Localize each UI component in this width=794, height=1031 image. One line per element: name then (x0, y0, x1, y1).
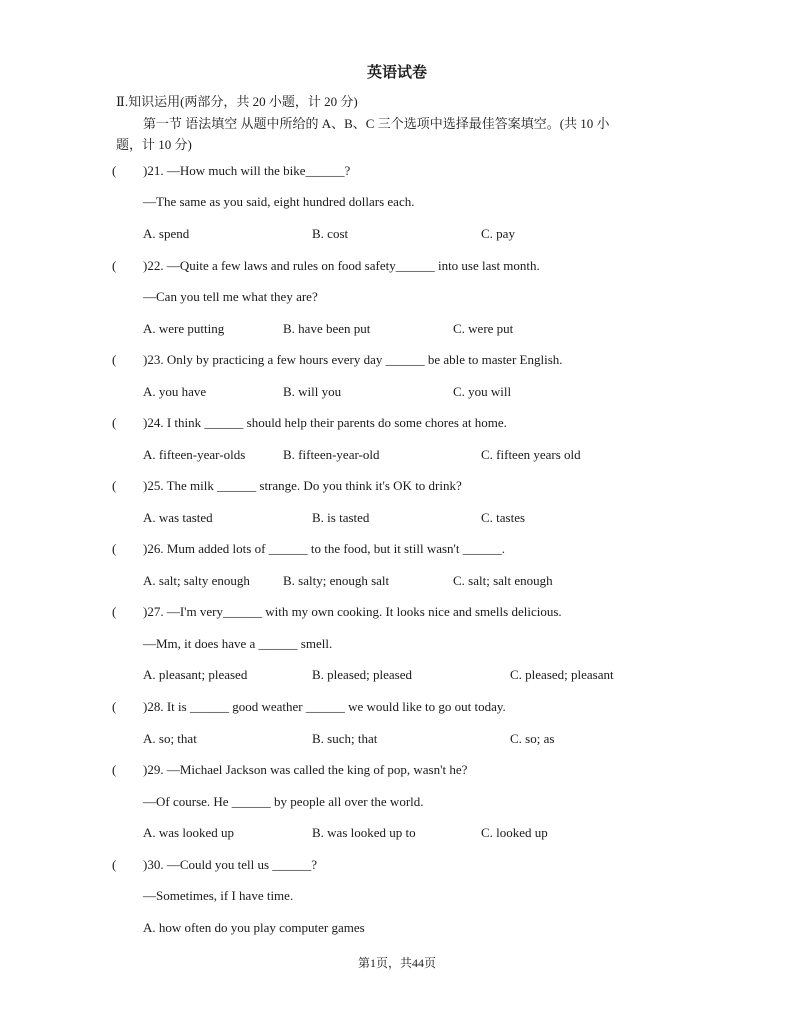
question-26-option-a: A. salt; salty enough (143, 573, 250, 588)
part-instruction-line1: 第一节 语法填空 从题中所给的 A、B、C 三个选项中选择最佳答案填空。(共 10 小 (143, 116, 610, 131)
question-29-reply: —Of course. He ______ by people all over the world. (143, 794, 424, 809)
answer-bracket: ( (112, 604, 117, 619)
question-25-option-c: C. tastes (481, 510, 526, 525)
question-26-stem: )26. Mum added lots of ______ to the food, but it still wasn't ______. (143, 541, 505, 556)
question-25-option-a: A. was tasted (143, 510, 213, 525)
answer-bracket: ( (112, 478, 117, 493)
question-22-option-b: B. have been put (283, 321, 371, 336)
part-instruction-line2: 题，计 10 分) (116, 137, 192, 152)
question-28-option-a: A. so; that (143, 731, 197, 746)
question-23-stem: )23. Only by practicing a few hours every day ______ be able to master English. (143, 352, 563, 367)
question-30-reply: —Sometimes, if I have time. (143, 888, 294, 903)
section-heading: Ⅱ.知识运用(两部分，共 20 小题，计 20 分) (116, 94, 358, 109)
question-26-option-c: C. salt; salt enough (453, 573, 553, 588)
question-27-option-b: B. pleased; pleased (312, 667, 412, 682)
question-22-option-a: A. were putting (143, 321, 225, 336)
question-22-stem: )22. —Quite a few laws and rules on food safety______ into use last month. (143, 258, 540, 273)
question-21-stem: )21. —How much will the bike______? (143, 163, 351, 178)
question-30-stem: )30. —Could you tell us ______? (143, 857, 318, 872)
question-23-option-c: C. you will (453, 384, 512, 399)
question-24-stem: )24. I think ______ should help their parents do some chores at home. (143, 415, 507, 430)
question-23-option-a: A. you have (143, 384, 207, 399)
answer-bracket: ( (112, 699, 117, 714)
question-24-option-a: A. fifteen-year-olds (143, 447, 246, 462)
question-27-option-a: A. pleasant; pleased (143, 667, 248, 682)
question-21-option-b: B. cost (312, 226, 349, 241)
question-26-option-b: B. salty; enough salt (283, 573, 390, 588)
question-29-option-b: B. was looked up to (312, 825, 416, 840)
question-25-option-b: B. is tasted (312, 510, 370, 525)
answer-bracket: ( (112, 352, 117, 367)
question-23-option-b: B. will you (283, 384, 342, 399)
page-footer: 第1页，共44页 (357, 956, 436, 970)
question-21-option-c: C. pay (481, 226, 515, 241)
question-21-option-a: A. spend (143, 226, 190, 241)
question-24-option-b: B. fifteen-year-old (283, 447, 380, 462)
answer-bracket: ( (112, 857, 117, 872)
question-25-stem: )25. The milk ______ strange. Do you think it's OK to drink? (143, 478, 462, 493)
answer-bracket: ( (112, 163, 117, 178)
question-29-option-c: C. looked up (481, 825, 548, 840)
answer-bracket: ( (112, 762, 117, 777)
answer-bracket: ( (112, 258, 117, 273)
question-22-reply: —Can you tell me what they are? (143, 289, 318, 304)
question-28-option-c: C. so; as (510, 731, 555, 746)
question-28-option-b: B. such; that (312, 731, 378, 746)
question-22-option-c: C. were put (453, 321, 514, 336)
question-24-option-c: C. fifteen years old (481, 447, 581, 462)
question-28-stem: )28. It is ______ good weather ______ we would like to go out today. (143, 699, 506, 714)
question-27-reply: —Mm, it does have a ______ smell. (143, 636, 333, 651)
question-27-stem: )27. —I'm very______ with my own cooking. It looks nice and smells delicious. (143, 604, 562, 619)
question-29-stem: )29. —Michael Jackson was called the king of pop, wasn't he? (143, 762, 468, 777)
question-27-option-c: C. pleased; pleasant (510, 667, 614, 682)
question-21-reply: —The same as you said, eight hundred dollars each. (143, 194, 415, 209)
answer-bracket: ( (112, 415, 117, 430)
question-30-option-a: A. how often do you play computer games (143, 920, 365, 935)
question-29-option-a: A. was looked up (143, 825, 234, 840)
page-title: 英语试卷 (366, 63, 427, 81)
answer-bracket: ( (112, 541, 117, 556)
